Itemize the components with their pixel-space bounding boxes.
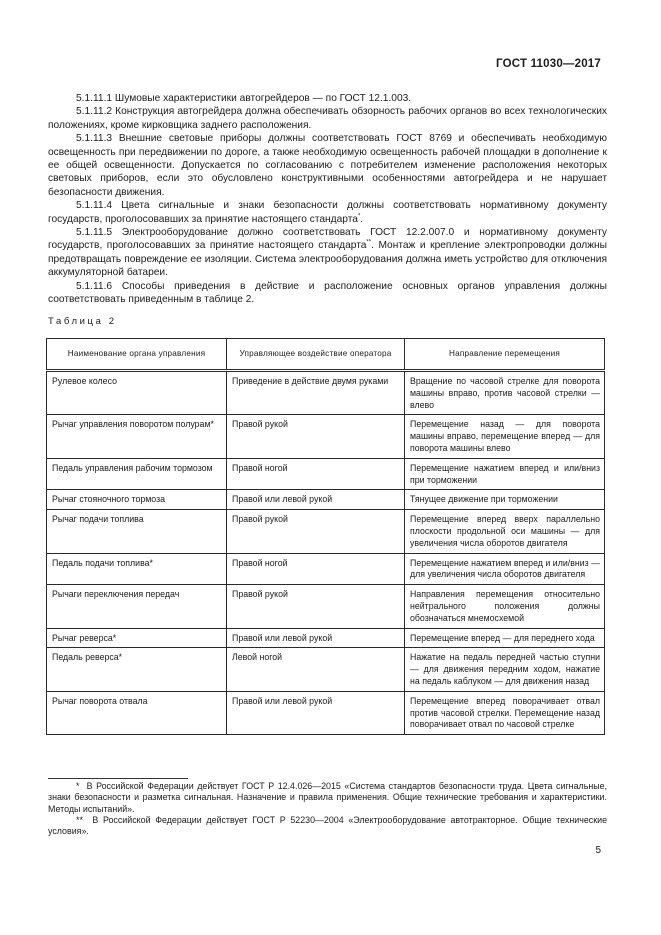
direction-cell: Тянущее движение при торможении <box>405 490 605 510</box>
table-row <box>47 628 605 648</box>
direction-cell: Нажатие на педаль передней частью ступни — для движения передним ходом, нажатие на педаль каблуком — для движения назад <box>405 648 605 691</box>
paragraph-5-1-11-1: 5.1.11.1 Шумовые характеристики автогрейдеров — по ГОСТ 12.1.003. <box>76 93 412 104</box>
organ-cell: Педаль реверса* <box>47 648 227 691</box>
organ-cell: Рычаг управления поворотом полурам* <box>47 415 227 458</box>
table-row <box>47 490 605 510</box>
organ-cell: Рычаг реверса* <box>47 628 227 648</box>
controls-table <box>46 338 605 735</box>
footnotes <box>48 781 607 837</box>
column-header-direction: Направление перемещения <box>405 339 605 371</box>
table-row <box>47 648 605 691</box>
footnote-2 <box>48 815 607 838</box>
table-row <box>47 585 605 628</box>
action-cell: Левой ногой <box>227 648 405 691</box>
footnote-mark: ** <box>366 240 372 247</box>
action-cell: Правой или левой рукой <box>227 628 405 648</box>
table-row <box>47 415 605 458</box>
table-row <box>47 371 605 415</box>
action-cell: Правой ногой <box>227 553 405 585</box>
column-header-organ: Наименование органа управления <box>47 339 227 371</box>
action-cell: Правой рукой <box>227 415 405 458</box>
page-number: 5 <box>595 845 601 856</box>
direction-cell: Перемещение нажатием вперед и или/вниз — для увеличения числа оборотов двигателя <box>405 553 605 585</box>
footnote-mark: ** <box>76 814 83 825</box>
footnote-text: В Российской Федерации действует ГОСТ Р 12.4.026—2015 «Система стандартов безопасности труда. Цвета сигнальные, знаки безопасности и разметка сигнальная. Назначение и правила применения. Общие технические требования и характеристики. Методы испытаний». <box>48 781 607 814</box>
table-header-row <box>47 339 605 371</box>
action-cell: Правой ногой <box>227 458 405 490</box>
direction-cell: Перемещение назад — для поворота машины вправо, перемещение вперед — для поворота машины влево <box>405 415 605 458</box>
footnote-text: В Российской Федерации действует ГОСТ Р 52230—2004 «Электрооборудование автотракторное. Общие технические условия». <box>48 814 608 837</box>
paragraph-5-1-11-3: 5.1.11.3 Внешние световые приборы должны соответствовать ГОСТ 8769 и обеспечивать необходимую освещенность при передвижении по дороге, а также необходимую освещенность рабочей площадки в дополнение к ее общей освещенности. Допускается по согласованию с потребителем изменение расположения некоторых световых приборов, если это обусловлено конструктивными особенностями автогрейдера и не нарушает безопасности движения. <box>48 133 607 198</box>
organ-cell: Рычаг стояночного тормоза <box>47 490 227 510</box>
paragraph-text-tail: . <box>360 213 364 225</box>
footnote-1 <box>48 781 607 815</box>
paragraph-5-1-11-5 <box>48 226 607 280</box>
action-cell: Правой или левой рукой <box>227 691 405 734</box>
organ-cell: Рычаги переключения передач <box>47 585 227 628</box>
footnote-mark: * <box>357 213 361 220</box>
paragraph-text-tail: . Монтаж и крепление электропроводки должны предотвращать повреждение ее изоляции. Система электрооборудования должна иметь устройство для отключения аккумуляторной батареи. <box>48 240 607 279</box>
organ-cell: Рулевое колесо <box>47 371 227 415</box>
table-row <box>47 510 605 553</box>
column-header-action: Управляющее воздействие оператора <box>227 339 405 371</box>
footnote-mark: * <box>76 781 80 791</box>
direction-cell: Перемещение вперед вверх параллельно плоскости продольной оси машины — для увеличения числа оборотов двигателя <box>405 510 605 553</box>
direction-cell: Перемещение нажатием вперед и или/вниз при торможении <box>405 458 605 490</box>
organ-cell: Рычаг поворота отвала <box>47 691 227 734</box>
action-cell: Правой рукой <box>227 510 405 553</box>
direction-cell: Вращение по часовой стрелке для поворота машины вправо, против часовой стрелки — влево <box>405 371 605 415</box>
paragraph-5-1-11-2: 5.1.11.2 Конструкция автогрейдера должна обеспечивать обзорность рабочих органов во всех технологических положениях, кроме кирковщика заднего расположения. <box>48 106 607 131</box>
paragraph-text: 5.1.11.4 Цвета сигнальные и знаки безопасности должны соответствовать нормативному документу государств, проголосовавших за принятие настоящего стандарта <box>48 200 607 225</box>
table-row <box>47 553 605 585</box>
paragraph-5-1-11-6: 5.1.11.6 Способы приведения в действие и расположение основных органов управления должны соответствовать приведенным в таблице 2. <box>48 280 607 306</box>
table-caption: Таблица 2 <box>48 316 117 327</box>
action-cell: Правой рукой <box>227 585 405 628</box>
table-row <box>47 458 605 490</box>
organ-cell: Рычаг подачи топлива <box>47 510 227 553</box>
action-cell: Правой или левой рукой <box>227 490 405 510</box>
organ-cell: Педаль подачи топлива* <box>47 553 227 585</box>
paragraph-text: 5.1.11.5 Электрооборудование должно соответствовать ГОСТ 12.2.007.0 и нормативному документу государств, проголосовавших за принятие настоящего стандарта <box>48 227 607 252</box>
footnote-divider <box>48 778 188 779</box>
body-text <box>48 92 607 307</box>
organ-cell: Педаль управления рабочим тормозом <box>47 458 227 490</box>
document-header: ГОСТ 11030—2017 <box>496 58 601 70</box>
action-cell: Приведение в действие двумя руками <box>227 371 405 415</box>
paragraph-5-1-11-4 <box>48 199 607 226</box>
direction-cell: Направления перемещения относительно нейтрального положения должны обозначаться мнемосхемой <box>405 585 605 628</box>
table-row <box>47 691 605 734</box>
direction-cell: Перемещение вперед — для переднего хода <box>405 628 605 648</box>
direction-cell: Перемещение вперед поворачивает отвал против часовой стрелки. Перемещение назад поворачивает отвал по часовой стрелке <box>405 691 605 734</box>
